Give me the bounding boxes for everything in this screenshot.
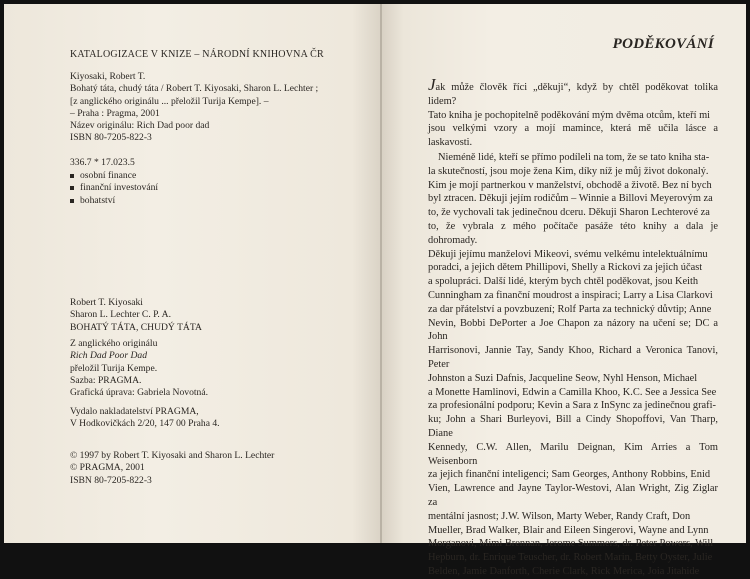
author-name: Sharon L. Lechter C. P. A.: [70, 309, 171, 321]
copyright-info: [70, 450, 274, 487]
text-line: za jejich finanční inteligenci; Sam Georges, Anthony Robbins, Enid: [428, 469, 711, 481]
text-line: za profesionální podporu; Kevin a Sara z InSync za jedinečnou grafi-: [428, 400, 716, 412]
text-line: za dar přátelství a povzbuzení; Rolf Parta za technický důvtip; Anne: [428, 303, 712, 315]
text-line: ku; John a Shari Burleyovi, Bill a Cindy Shopoffovi, Van Tharp, Diane: [428, 414, 718, 439]
text-line: la skutečností, jsou moje žena Kim, díky níž je můj život dokonalý.: [428, 165, 709, 177]
text-line: Děkuji jejímu manželovi Mikeovi, svému velkému intelektuálnímu: [428, 248, 708, 260]
bullet-icon: [70, 199, 74, 203]
info-line: © PRAGMA, 2001: [70, 462, 145, 474]
cip-line: Kiyosaki, Robert T.: [70, 71, 146, 82]
original-title: Rich Dad Poor Dad: [70, 350, 148, 362]
bullet-icon: [70, 174, 74, 178]
info-line: Vydalo nakladatelství PRAGMA,: [70, 406, 199, 417]
paragraph-1: [428, 75, 718, 150]
classification: 336.7 * 17.023.5: [70, 157, 135, 168]
text-line: to, že vychovali tak jedinečnou dceru. Děkuji Sharon Lechterové za: [428, 207, 710, 219]
cip-line: – Praha : Pragma, 2001: [70, 107, 160, 119]
text-line: jsou velkými vzory a mojí mamince, která mě učila lásce a laskavosti.: [428, 123, 718, 149]
cip-header: KATALOGIZACE V KNIZE – NÁRODNÍ KNIHOVNA ČR: [70, 49, 324, 60]
text-line: to, že vybrala z mého počítače pasáže této knihy a dala je dohromady.: [428, 220, 718, 246]
text-line: Jak může člověk říci „děkuji“, když by chtěl poděkovat tolika lidem?: [428, 75, 718, 107]
bullet-icon: [70, 186, 74, 190]
subject-item: osobní finance: [70, 170, 158, 182]
text-line: Hepburn, dr. Enrique Teuscher, dr. Robert Marin, Betty Oyster, Julie: [428, 552, 713, 564]
page-heading: PODĚKOVÁNÍ: [612, 36, 714, 52]
text-line: Mueller, Brad Walker, Blair and Eileen Singerovi, Wayne and Lynn: [428, 524, 709, 536]
subject-item: bohatství: [70, 195, 158, 207]
cip-line: Bohatý táta, chudý táta / Robert T. Kiyosaki, Sharon L. Lechter ;: [70, 83, 319, 95]
info-line: V Hodkovičkách 2/20, 147 00 Praha 4.: [70, 418, 220, 430]
text-line: Harrisonovi, Jannie Tay, Sandy Khoo, Richard a Veronica Tanovi, Peter: [428, 345, 718, 370]
text-line: a spolupráci. Další lidé, kterým bych chtěl poděkovat, jsou Keith: [428, 276, 699, 288]
publisher-info: [70, 406, 220, 431]
author-block: [70, 297, 202, 334]
subject-list: [70, 170, 158, 207]
cip-line: Název originálu: Rich Dad poor dad: [70, 120, 210, 132]
text-line: Vien, Lawrence and Jayne Taylor-Westovi, Alan Wright, Zig Ziglar za: [428, 483, 718, 508]
text-line: mentální jasnost; J.W. Wilson, Marty Weber, Randy Craft, Don: [428, 510, 691, 522]
drop-cap: J: [428, 75, 436, 94]
cip-line: [z anglického originálu ... přeložil Turija Kempe]. –: [70, 95, 269, 107]
info-line: ISBN 80-7205-822-3: [70, 474, 152, 486]
text-line: Johnston a Suzi Dafnis, Jacqueline Seow, Nyhl Henson, Michael: [428, 372, 698, 384]
cip-record: [70, 71, 318, 145]
info-line: Z anglického originálu: [70, 338, 158, 349]
text-line: a Monette Hamlinovi, Edwin a Camilla Khoo, K.C. See a Jessica See: [428, 386, 717, 398]
left-page: [4, 4, 382, 543]
info-line: Grafická úprava: Gabriela Novotná.: [70, 387, 208, 399]
text-line: poradci, a jejich dětem Phillipovi, Shelly a Rickovi za jejich účast: [428, 262, 703, 274]
cip-line: ISBN 80-7205-822-3: [70, 132, 152, 144]
info-line: © 1997 by Robert T. Kiyosaki and Sharon L. Lechter: [70, 450, 275, 461]
text-line: Belden, Jamie Danforth, Cherie Clark, Rick Merica, Joia Jitahide: [428, 565, 700, 577]
translation-info: [70, 338, 208, 399]
text-line: Nieméně lidé, kteří se přímo podíleli na tom, že se tato kniha sta-: [438, 152, 710, 163]
author-name: Robert T. Kiyosaki: [70, 297, 143, 308]
text-line: Tato kniha je pochopitelně poděkování mým dvěma otcům, kteří mi: [428, 109, 711, 121]
subject-item: finanční investování: [70, 182, 158, 194]
book-title: BOHATÝ TÁTA, CHUDÝ TÁTA: [70, 321, 202, 333]
info-line: přeložil Turija Kempe.: [70, 362, 158, 374]
text-line: byl ztracen. Děkuji jejím rodičům – Winnie a Billovi Meyerovým za: [428, 193, 713, 205]
text-line: Nevin, Bobbi DePorter a Joe Chapon za názory na učení se; DC a John: [428, 317, 718, 343]
paragraph-2: [428, 151, 718, 579]
text-line: Cunningham za finanční moudrost a inspiraci; Larry a Lisa Clarkovi: [428, 289, 713, 301]
text-line: Kim je mojí partnerkou v manželství, obchodě a životě. Bez ní bych: [428, 179, 712, 191]
text-line: Morganovi, Mimi Brennan, Jerome Summers, dr. Peter Powers, Will: [428, 538, 714, 550]
text-line: Kennedy, C.W. Allen, Marilu Deignan, Kim Arries a Tom Weisenborn: [428, 441, 718, 467]
info-line: Sazba: PRAGMA.: [70, 374, 142, 386]
